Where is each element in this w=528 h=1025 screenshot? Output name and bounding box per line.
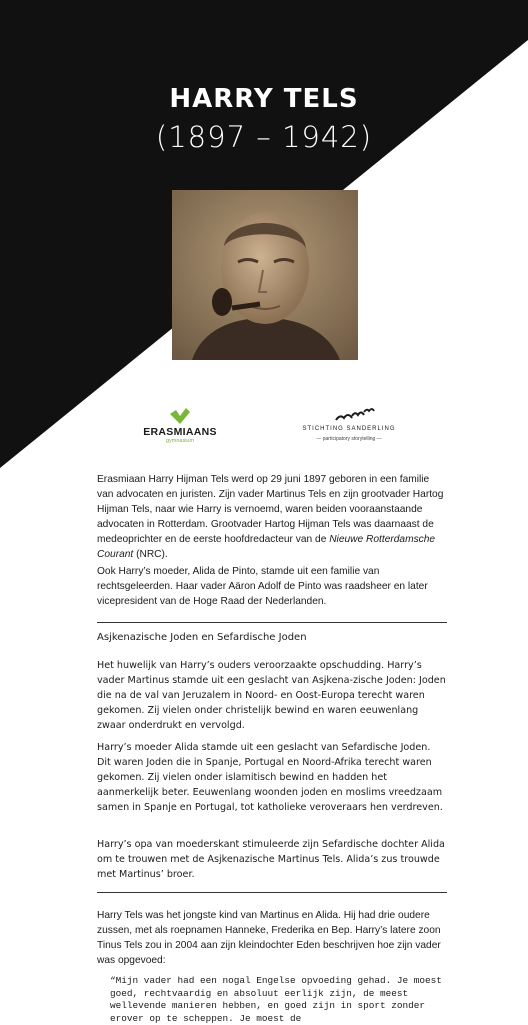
intro-paragraph-1: Erasmiaan Harry Hijman Tels werd op 29 juni 1897 geboren in een familie van advocaten en juristen. Zijn vader Martinus Tels en zijn grootvader Hartog Hijman Tels, naar wie Harry is vernoemd, waren beiden vooraanstaande advocaten in Rotterdam. Grootvader Hartog Hijman Tels was daarnaast de medeoprichter en de eerste hoofdredacteur van de Nieuwe Rotterdamsche Courant (NRC). <box>97 474 444 560</box>
newspaper-name: Nieuwe Rotterdamsche Courant <box>97 534 436 560</box>
section-paragraph-3: Harry’s opa van moederskant stimuleerde zijn Sefardische dochter Alida om te trouwen met de Asjkenazische Martinus Tels. Alida’s zus trouwde met Martinus’ broer. <box>97 839 445 880</box>
portrait-photo <box>172 190 358 360</box>
section-heading: Asjkenazische Joden en Sefardische Joden <box>97 632 307 643</box>
birds-icon <box>296 406 402 426</box>
intro-paragraph-2: Ook Harry’s moeder, Alida de Pinto, stamde uit een familie van rechtsgeleerden. Haar vader Aäron Adolf de Pinto was raadsheer en later vicepresident van de Hoge Raad der Nederlanden. <box>97 566 428 607</box>
erasmiaans-logo-name: ERASMIAANS <box>143 426 217 438</box>
divider <box>97 892 447 893</box>
sanderling-logo <box>296 406 402 442</box>
erasmiaans-logo-sub: gymnasium <box>165 438 195 444</box>
family-paragraph: Harry Tels was het jongste kind van Martinus en Alida. Hij had drie oudere zussen, met als roepnamen Hanneke, Frederika en Bep. Harry’s latere zoon Tinus Tels zou in 2004 aan zijn kleindochter Eden beschrijven hoe zijn vader was opgevoed: <box>97 910 441 966</box>
quote-block: “Mijn vader had een nogal Engelse opvoeding gehad. Je moest goed, rechtvaardig en absoluut eerlijk zijn, de meest wellevende manieren hebben, en goed zijn in sport zonder erover op te scheppen. Je moest de <box>110 975 442 1024</box>
sanderling-logo-name: STICHTING SANDERLING <box>302 426 396 432</box>
divider <box>97 622 447 623</box>
erasmiaans-logo <box>140 404 220 444</box>
sanderling-logo-sub: — participatory storytelling — <box>316 436 382 442</box>
life-years: (1897 – 1942) <box>155 120 373 154</box>
section-paragraph-2: Harry’s moeder Alida stamde uit een geslacht van Sefardische Joden. Dit waren Joden die in Spanje, Portugal en Noord-Afrika terecht waren gekomen. Zij vielen onder islamitisch bewind en hadden het aanmerkelijk beter. Eeuwenlang woonden joden en moslims vreedzaam samen in Spanje en Portugal, tot katholieke veroveraars hen verdreven. <box>97 742 443 813</box>
section-paragraph-1: Het huwelijk van Harry’s ouders veroorzaakte opschudding. Harry’s vader Martinus stamde uit een geslacht van Asjkena-zische Joden: Joden die na de val van Jeruzalem in Noord- en Oost-Europa terecht waren gekomen. Zij vielen onder christelijk bewind en waren eeuwenlang zwaar onderdrukt en vervolgd. <box>97 660 446 731</box>
page-title: HARRY TELS <box>169 84 359 114</box>
leaf-icon <box>140 404 220 426</box>
